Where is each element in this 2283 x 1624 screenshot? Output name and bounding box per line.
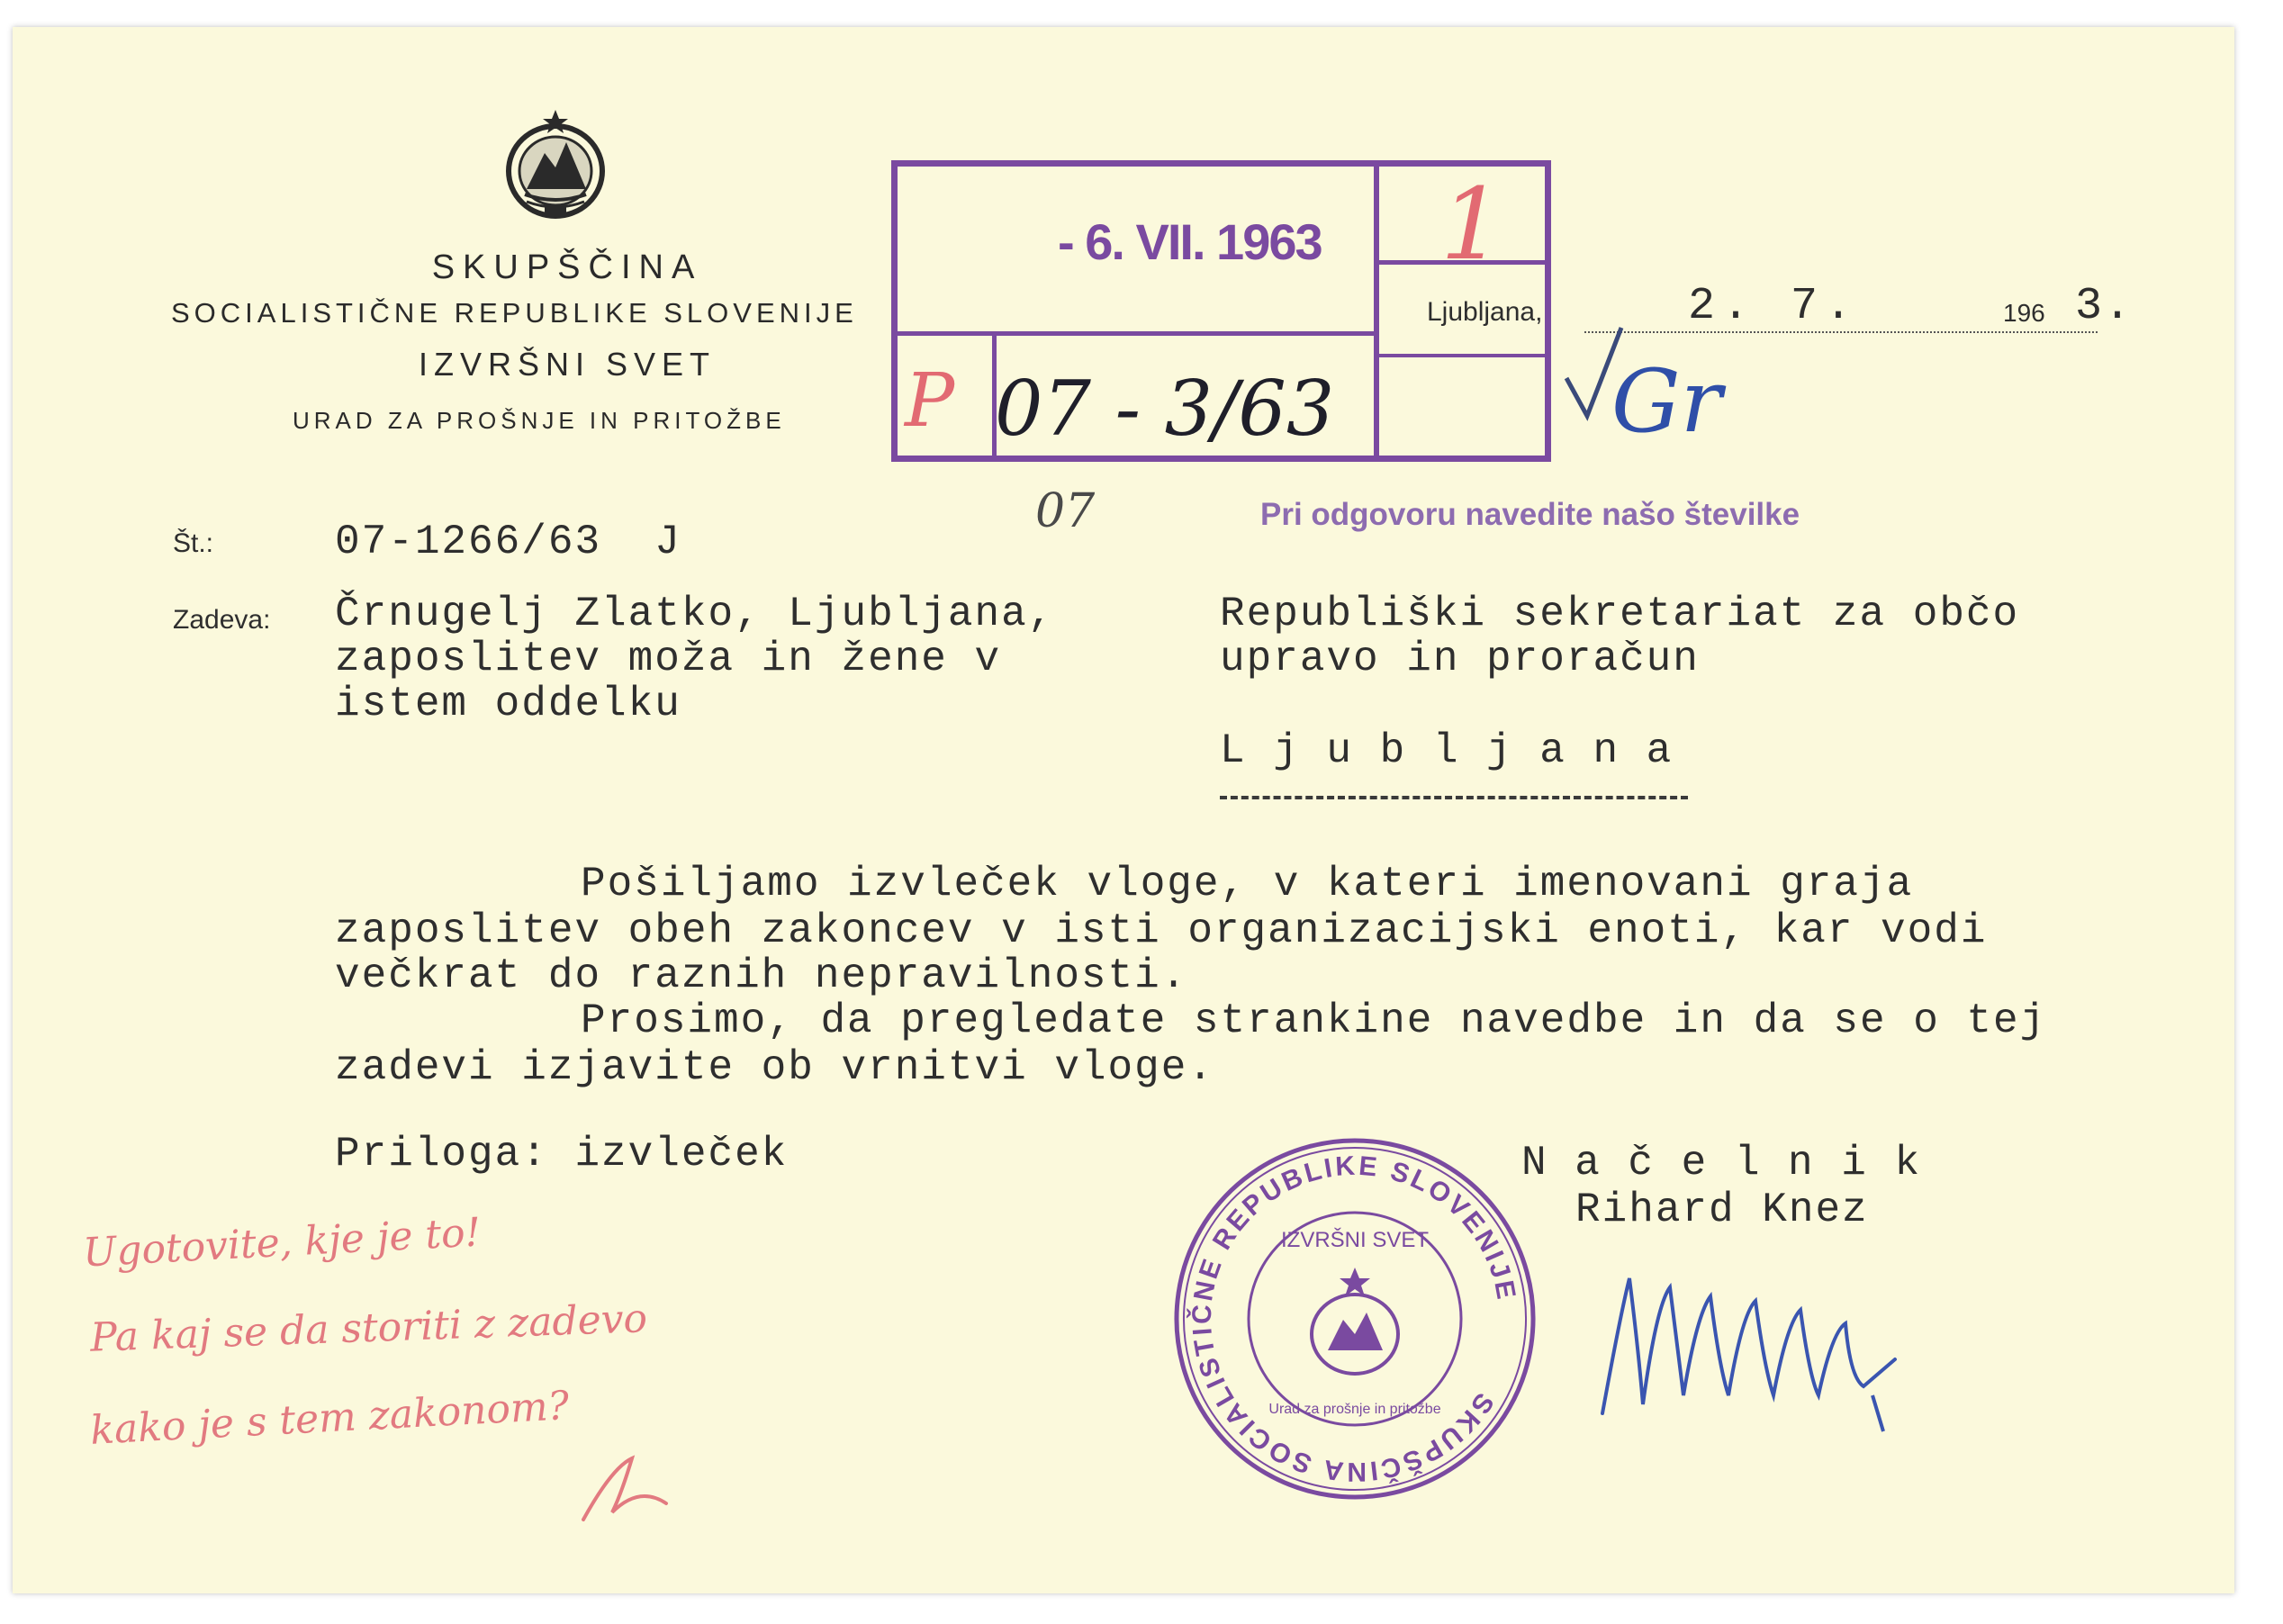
- handwritten-initials: Gr: [1611, 351, 1722, 452]
- received-stamp-sub-number: 07: [1035, 484, 1096, 538]
- header-republic: SOCIALISTIČNE REPUBLIKE SLOVENIJE: [171, 297, 858, 329]
- seal-emblem-icon: [1312, 1268, 1398, 1374]
- reference-number: 07-1266/63 J: [335, 519, 681, 565]
- body-p2-line-2: zadevi izjavite ob vrnitvi vloge.: [335, 1044, 1214, 1091]
- received-stamp-letter: P: [905, 358, 955, 444]
- signature: [1593, 1260, 1909, 1440]
- signatory-title: N a č e l n i k: [1521, 1140, 1922, 1186]
- recipient-line-2: upravo in proračun: [1220, 636, 1700, 682]
- body-p1-line-1: Pošiljamo izvleček vloge, v kateri imenovani graja: [581, 861, 1914, 907]
- date-place: Ljubljana,: [1427, 297, 1543, 327]
- coat-of-arms-icon: [500, 106, 612, 223]
- enclosure: Priloga: izvleček: [335, 1131, 789, 1177]
- handwritten-note-line-3: kako je s tem zakonom?: [89, 1383, 571, 1454]
- body-p2-line-1: Prosimo, da pregledate strankine navedbe in da se o tej: [581, 997, 2047, 1044]
- recipient-line-1: Republiški sekretariat za občo: [1220, 591, 2020, 637]
- body-p1-line-2: zaposlitev obeh zakoncev v isti organizacijski enoti, kar vodi: [335, 907, 1988, 954]
- reference-label: Št.:: [173, 528, 214, 558]
- date-day-month: 2. 7.: [1688, 281, 1860, 332]
- svg-text:Urad za prošnje in pritožbe: Urad za prošnje in pritožbe: [1268, 1402, 1441, 1417]
- header-office: URAD ZA PROŠNJE IN PRITOŽBE: [293, 407, 786, 434]
- handwritten-note-line-2: Pa kaj se da storiti z zadevo: [89, 1295, 648, 1361]
- date-year-suffix: 3.: [2075, 281, 2134, 332]
- body-p1-line-3: večkrat do raznih nepravilnosti.: [335, 952, 1188, 999]
- subject-line-1: Črnugelj Zlatko, Ljubljana,: [335, 591, 1055, 637]
- subject-line-2: zaposlitev moža in žene v: [335, 636, 1002, 682]
- official-seal: [1170, 1134, 1539, 1503]
- recipient-underline: [1220, 796, 1688, 799]
- signatory-name: Rihard Knez: [1575, 1186, 1869, 1233]
- date-year-prefix: 196: [2003, 299, 2045, 327]
- subject-label: Zadeva:: [173, 605, 271, 635]
- subject-line-3: istem oddelku: [335, 681, 681, 727]
- handwritten-note-line-1: Ugotovite, kje je to!: [81, 1209, 483, 1277]
- received-stamp-date: - 6. VII. 1963: [1058, 213, 1322, 270]
- svg-text:SKUPŠČINA SOCIALISTIČNE REPUBL: SKUPŠČINA SOCIALISTIČNE REPUBLIKE SLOVENIJE: [1187, 1150, 1521, 1487]
- received-stamp-count: 1: [1440, 167, 1503, 282]
- date-dotted-line: [1584, 331, 2098, 333]
- reply-notice: Pri odgovoru navedite našo številke: [1260, 497, 1800, 532]
- header-executive-council: IZVRŠNI SVET: [418, 346, 717, 383]
- svg-text:IZVRŠNI SVET: IZVRŠNI SVET: [1280, 1228, 1430, 1252]
- handwritten-note-mark: [576, 1449, 675, 1530]
- header-assembly: SKUPŠČINA: [431, 248, 703, 286]
- received-stamp-number: 07 - 3/63: [995, 365, 1335, 453]
- recipient-city: L j u b l j a n a: [1220, 727, 1674, 774]
